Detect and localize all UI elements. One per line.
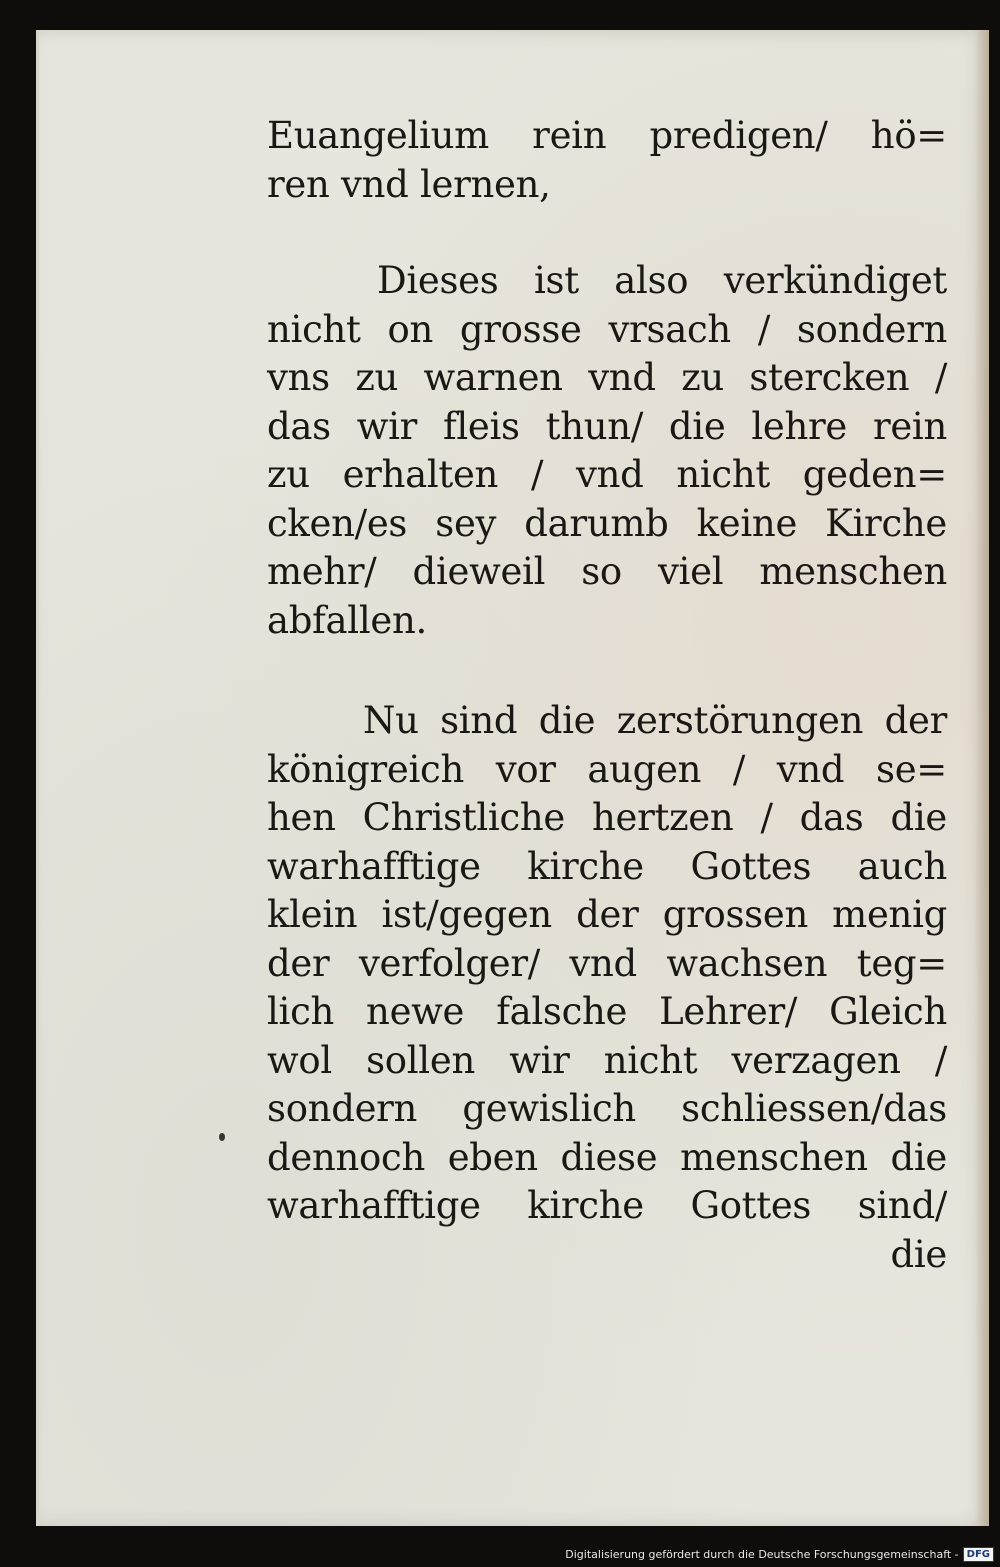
- text-line: warhafftige kirche Gottes sind/: [267, 1184, 947, 1227]
- text-line: Nu sind die zerstörungen der: [363, 699, 947, 742]
- book-page: [36, 30, 989, 1526]
- text-line: Euangelium rein predigen/ hö=: [267, 114, 947, 157]
- credit-text: Digitalisierung gefördert durch die Deutsche Forschungsgemeinschaft -: [565, 1547, 959, 1561]
- text-line: vns zu warnen vnd zu stercken /: [267, 356, 947, 399]
- dfg-logo-icon: DFG: [963, 1547, 994, 1562]
- text-line: Dieses ist also verkündiget: [377, 259, 947, 302]
- paragraph-gap: [267, 645, 947, 697]
- text-line: lich newe falsche Lehrer/ Gleich: [267, 990, 947, 1033]
- catchword: die: [890, 1232, 947, 1276]
- text-line: das wir fleis thun/ die lehre rein: [267, 404, 947, 448]
- text-line: warhafftige kirche Gottes auch: [267, 844, 947, 888]
- text-line: königreich vor augen / vnd se=: [267, 747, 947, 791]
- text-line: klein ist/gegen der grossen menig: [267, 893, 947, 936]
- paragraph-gap: [267, 209, 947, 257]
- text-line: zu erhalten / vnd nicht geden=: [267, 453, 947, 496]
- text-line: nicht on grosse vrsach / sondern: [267, 307, 947, 351]
- text-line: wol sollen wir nicht verzagen /: [267, 1038, 947, 1082]
- ink-spot: [219, 1133, 225, 1141]
- digitization-credit: [565, 1543, 994, 1565]
- page-text: [267, 112, 947, 1279]
- text-line: abfallen.: [267, 598, 427, 642]
- page-edge-shadow: [975, 30, 989, 1526]
- text-line: cken/es sey darumb keine Kirche: [267, 501, 947, 545]
- text-line: sondern gewislich schliessen/das: [267, 1087, 947, 1130]
- text-line: ren vnd lernen,: [267, 162, 551, 206]
- text-line: dennoch eben diese menschen die: [267, 1135, 947, 1179]
- text-line: der verfolger/ vnd wachsen teg=: [267, 941, 947, 985]
- text-line: mehr/ dieweil so viel menschen: [267, 550, 947, 593]
- text-line: hen Christliche hertzen / das die: [267, 796, 947, 839]
